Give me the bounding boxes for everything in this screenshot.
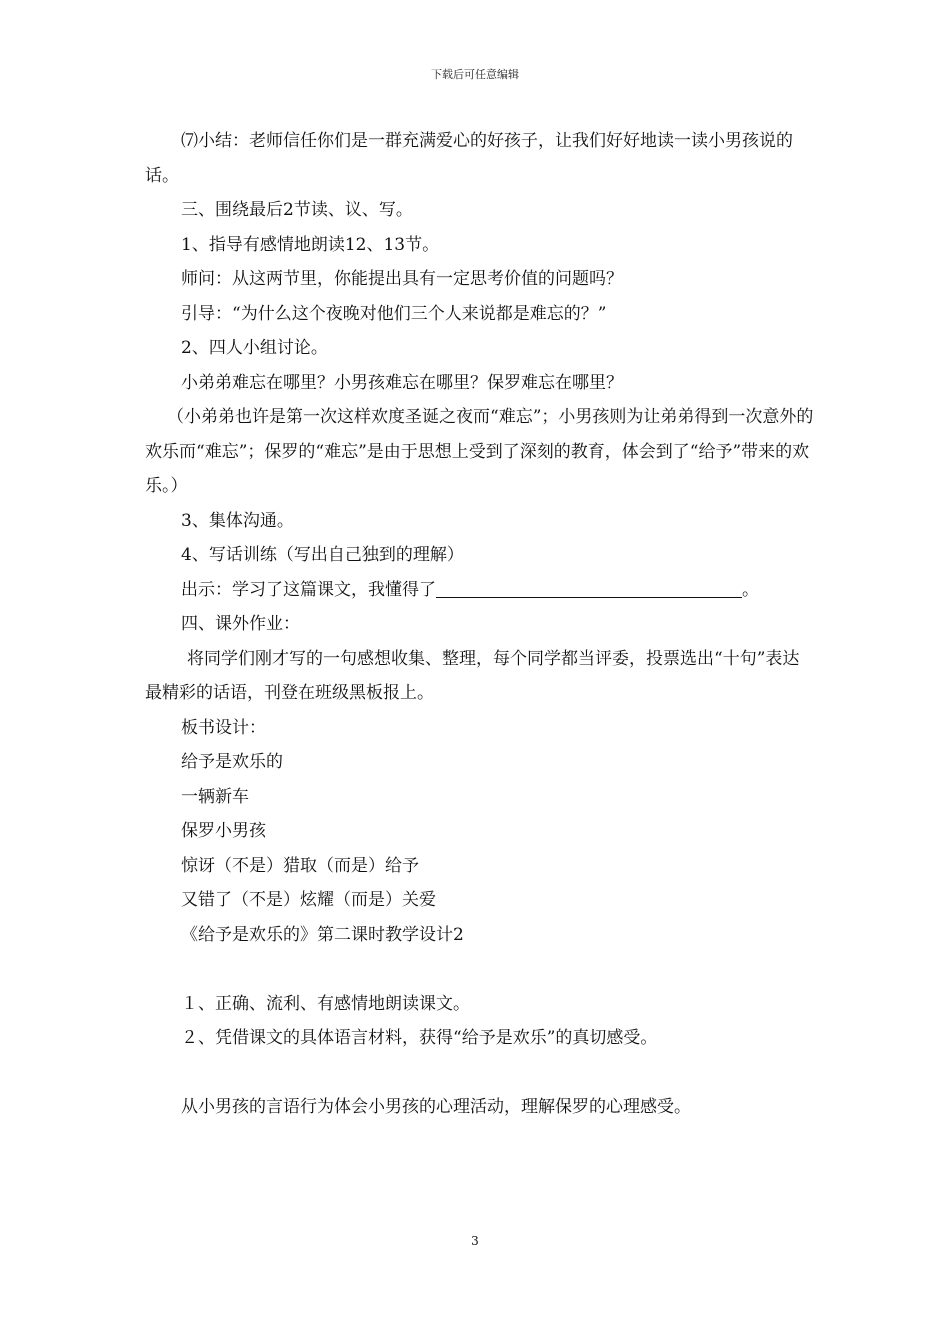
homework-text: 将同学们刚才写的一句感想收集、整理，每个同学都当评委，投票选出“十句”表达最精彩的话语，刊登在班级黑板报上。 xyxy=(145,648,800,703)
board-line-3: 保罗小男孩 xyxy=(181,821,266,841)
board-line-5: 又错了（不是）炫耀（而是）关爱 xyxy=(181,890,436,910)
objective-1: １、正确、流利、有感情地朗读课文。 xyxy=(181,993,470,1014)
writing-prompt-text: 出示：学习了这篇课文，我懂得了 xyxy=(181,579,436,600)
section-heading-4: 四、课外作业： xyxy=(181,614,300,634)
discussion-answer: （小弟弟也许是第一次这样欢度圣诞之夜而“难忘”；小男孩则为让弟弟得到一次意外的欢乐而“难忘”；保罗的“难忘”是由于思想上受到了深刻的教育，体会到了“给予”带来的欢乐。） xyxy=(145,407,814,496)
board-line-2: 一辆新车 xyxy=(181,786,249,807)
step-2: 2、四人小组讨论。 xyxy=(181,338,328,358)
document-body xyxy=(145,124,815,1125)
fill-in-blank xyxy=(436,579,742,598)
page-number: 3 xyxy=(471,1234,479,1248)
section-heading-3: 三、围绕最后2节读、议、写。 xyxy=(181,200,413,220)
step-4: 4、写话训练（写出自己独到的理解） xyxy=(181,545,464,565)
step-3: 3、集体沟通。 xyxy=(181,510,294,531)
page-header: 下载后可任意编辑 xyxy=(431,68,519,81)
board-design-heading: 板书设计： xyxy=(181,717,266,738)
spacer xyxy=(145,952,815,987)
step-1: 1、指导有感情地朗读12、13节。 xyxy=(181,234,440,255)
lesson-title: 《给予是欢乐的》第二课时教学设计2 xyxy=(181,924,464,945)
discussion-questions: 小弟弟难忘在哪里？小男孩难忘在哪里？保罗难忘在哪里？ xyxy=(181,372,623,393)
board-line-1: 给予是欢乐的 xyxy=(181,752,283,772)
writing-prompt-end: 。 xyxy=(742,579,759,600)
paragraph-summary: ⑺小结：老师信任你们是一群充满爱心的好孩子，让我们好好地读一读小男孩说的话。 xyxy=(145,131,793,186)
guidance: 引导：“为什么这个夜晚对他们三个人来说都是难忘的？” xyxy=(181,303,607,324)
spacer xyxy=(145,1056,815,1091)
writing-prompt xyxy=(145,573,815,608)
board-line-4: 惊讶（不是）猎取（而是）给予 xyxy=(181,855,419,876)
teacher-question: 师问：从这两节里，你能提出具有一定思考价值的问题吗？ xyxy=(181,269,623,289)
key-point: 从小男孩的言语行为体会小男孩的心理活动，理解保罗的心理感受。 xyxy=(181,1097,691,1117)
objective-2: ２、凭借课文的具体语言材料，获得“给予是欢乐”的真切感受。 xyxy=(181,1028,658,1048)
